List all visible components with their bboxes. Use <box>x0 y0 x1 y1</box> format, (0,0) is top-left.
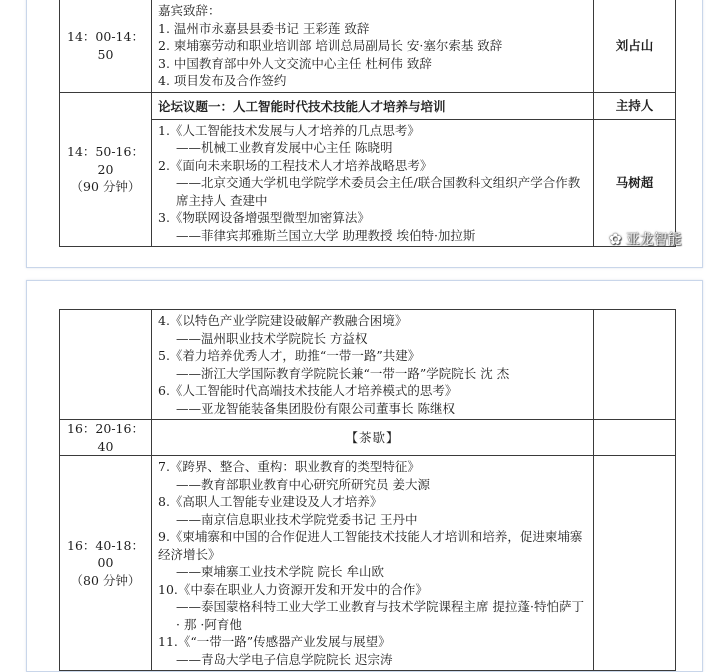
speaker: ——机械工业教育发展中心主任 陈晓明 <box>176 140 393 155</box>
list-item: 1. 温州市永嘉县县委书记 王彩莲 致辞 <box>158 20 370 36</box>
content-cell <box>152 0 594 92</box>
table-row <box>60 0 676 92</box>
talk-title: 6.《人工智能时代高端技术技能人才培养模式的思考》 <box>158 383 458 398</box>
talk-title: 3.《物联网设备增强型微型加密算法》 <box>158 210 370 225</box>
section-header: 嘉宾致辞： <box>158 3 221 18</box>
talk-title: 5.《着力培养优秀人才，助推“一带一路”共建》 <box>158 348 421 363</box>
speaker: ——亚龙智能装备集团股份有限公司董事长 陈继权 <box>176 400 455 416</box>
talk-title: 7.《跨界、整合、重构：职业教育的类型特征》 <box>158 459 420 474</box>
table-row <box>60 456 676 671</box>
table-row <box>60 310 676 420</box>
content-cell <box>152 119 594 247</box>
host-cell: 刘占山 <box>594 0 676 92</box>
watermark-text: 亚龙智能 <box>625 232 682 248</box>
time-cell <box>60 92 152 247</box>
speaker: ——教育部职业教育中心研究所研究员 姜大源 <box>176 476 430 492</box>
talk-title: 2.《面向未来职场的工程技术人才培养战略思考》 <box>158 157 433 173</box>
document-page-2 <box>26 280 703 672</box>
speaker: ——青岛大学电子信息学院院长 迟宗涛 <box>176 651 393 667</box>
wechat-icon: ✿ <box>609 230 622 248</box>
host-cell <box>594 420 676 456</box>
content-cell <box>152 310 594 420</box>
host-label: 主持人 <box>594 92 676 119</box>
schedule-table-1 <box>59 0 676 247</box>
time-cell <box>60 310 152 420</box>
list-item: 3. 中国教育部中外人文交流中心主任 杜柯伟 致辞 <box>158 55 432 71</box>
content-cell <box>152 456 594 671</box>
speaker: ——南京信息职业技术学院党委书记 王丹中 <box>176 511 418 527</box>
host-cell: 马树超 <box>594 119 676 247</box>
time-cell <box>60 456 152 671</box>
talk-title: 4.《以特色产业学院建设破解产教融合困境》 <box>158 313 408 328</box>
host-cell <box>594 456 676 671</box>
talk-title: 1.《人工智能技术发展与人才培养的几点思考》 <box>158 122 420 138</box>
table-row <box>60 420 676 456</box>
speaker: ——浙江大学国际教育学院院长兼“一带一路”学院院长 沈 杰 <box>176 365 510 381</box>
list-item: 2. 柬埔寨劳动和职业培训部 培训总局副局长 安·塞尔索基 致辞 <box>158 38 503 53</box>
talk-title: 8.《高职人工智能专业建设及人才培养》 <box>158 494 383 509</box>
schedule-table-2 <box>59 309 676 671</box>
duration: （80 分钟） <box>70 572 141 588</box>
talk-title: 9.《柬埔寨和中国的合作促进人工智能技术技能人才培训和培养，促进柬埔寨经济增长》 <box>158 529 583 562</box>
speaker: ——温州职业技术学院院长 方益权 <box>176 330 368 346</box>
speaker: ——泰国蒙格科特工业大学工业教育与技术学院课程主席 提拉蓬·特怕萨丁 · 那 ·阿育他 <box>176 599 584 632</box>
time-cell: 14：00-14：50 <box>60 0 152 92</box>
watermark <box>609 229 682 249</box>
duration: （90 分钟） <box>70 179 141 194</box>
speaker: ——菲律宾邦雅斯兰国立大学 助理教授 埃伯特·加拉斯 <box>176 227 476 243</box>
document-page-1 <box>26 0 703 268</box>
host-cell <box>594 310 676 420</box>
table-row <box>60 92 676 119</box>
table-row <box>60 119 676 247</box>
time-range: 14：50-16：20 <box>67 144 144 177</box>
talk-title: 11.《“一带一路”传感器产业发展与展望》 <box>158 634 391 649</box>
time-range: 16：40-18：00 <box>67 537 144 571</box>
speaker: ——北京交通大学机电学院学术委员会主任/联合国教科文组织产学合作教席主持人 查建中 <box>176 175 581 208</box>
tea-break: 【茶歇】 <box>152 420 594 456</box>
speaker: ——柬埔寨工业技术学院 院长 牟山欧 <box>176 564 384 579</box>
topic-title: 论坛议题一：人工智能时代技术技能人才培养与培训 <box>152 92 594 119</box>
list-item: 4. 项目发布及合作签约 <box>158 73 287 88</box>
time-cell: 16：20-16：40 <box>60 420 152 456</box>
talk-title: 10.《中泰在职业人力资源开发和开发中的合作》 <box>158 581 428 597</box>
